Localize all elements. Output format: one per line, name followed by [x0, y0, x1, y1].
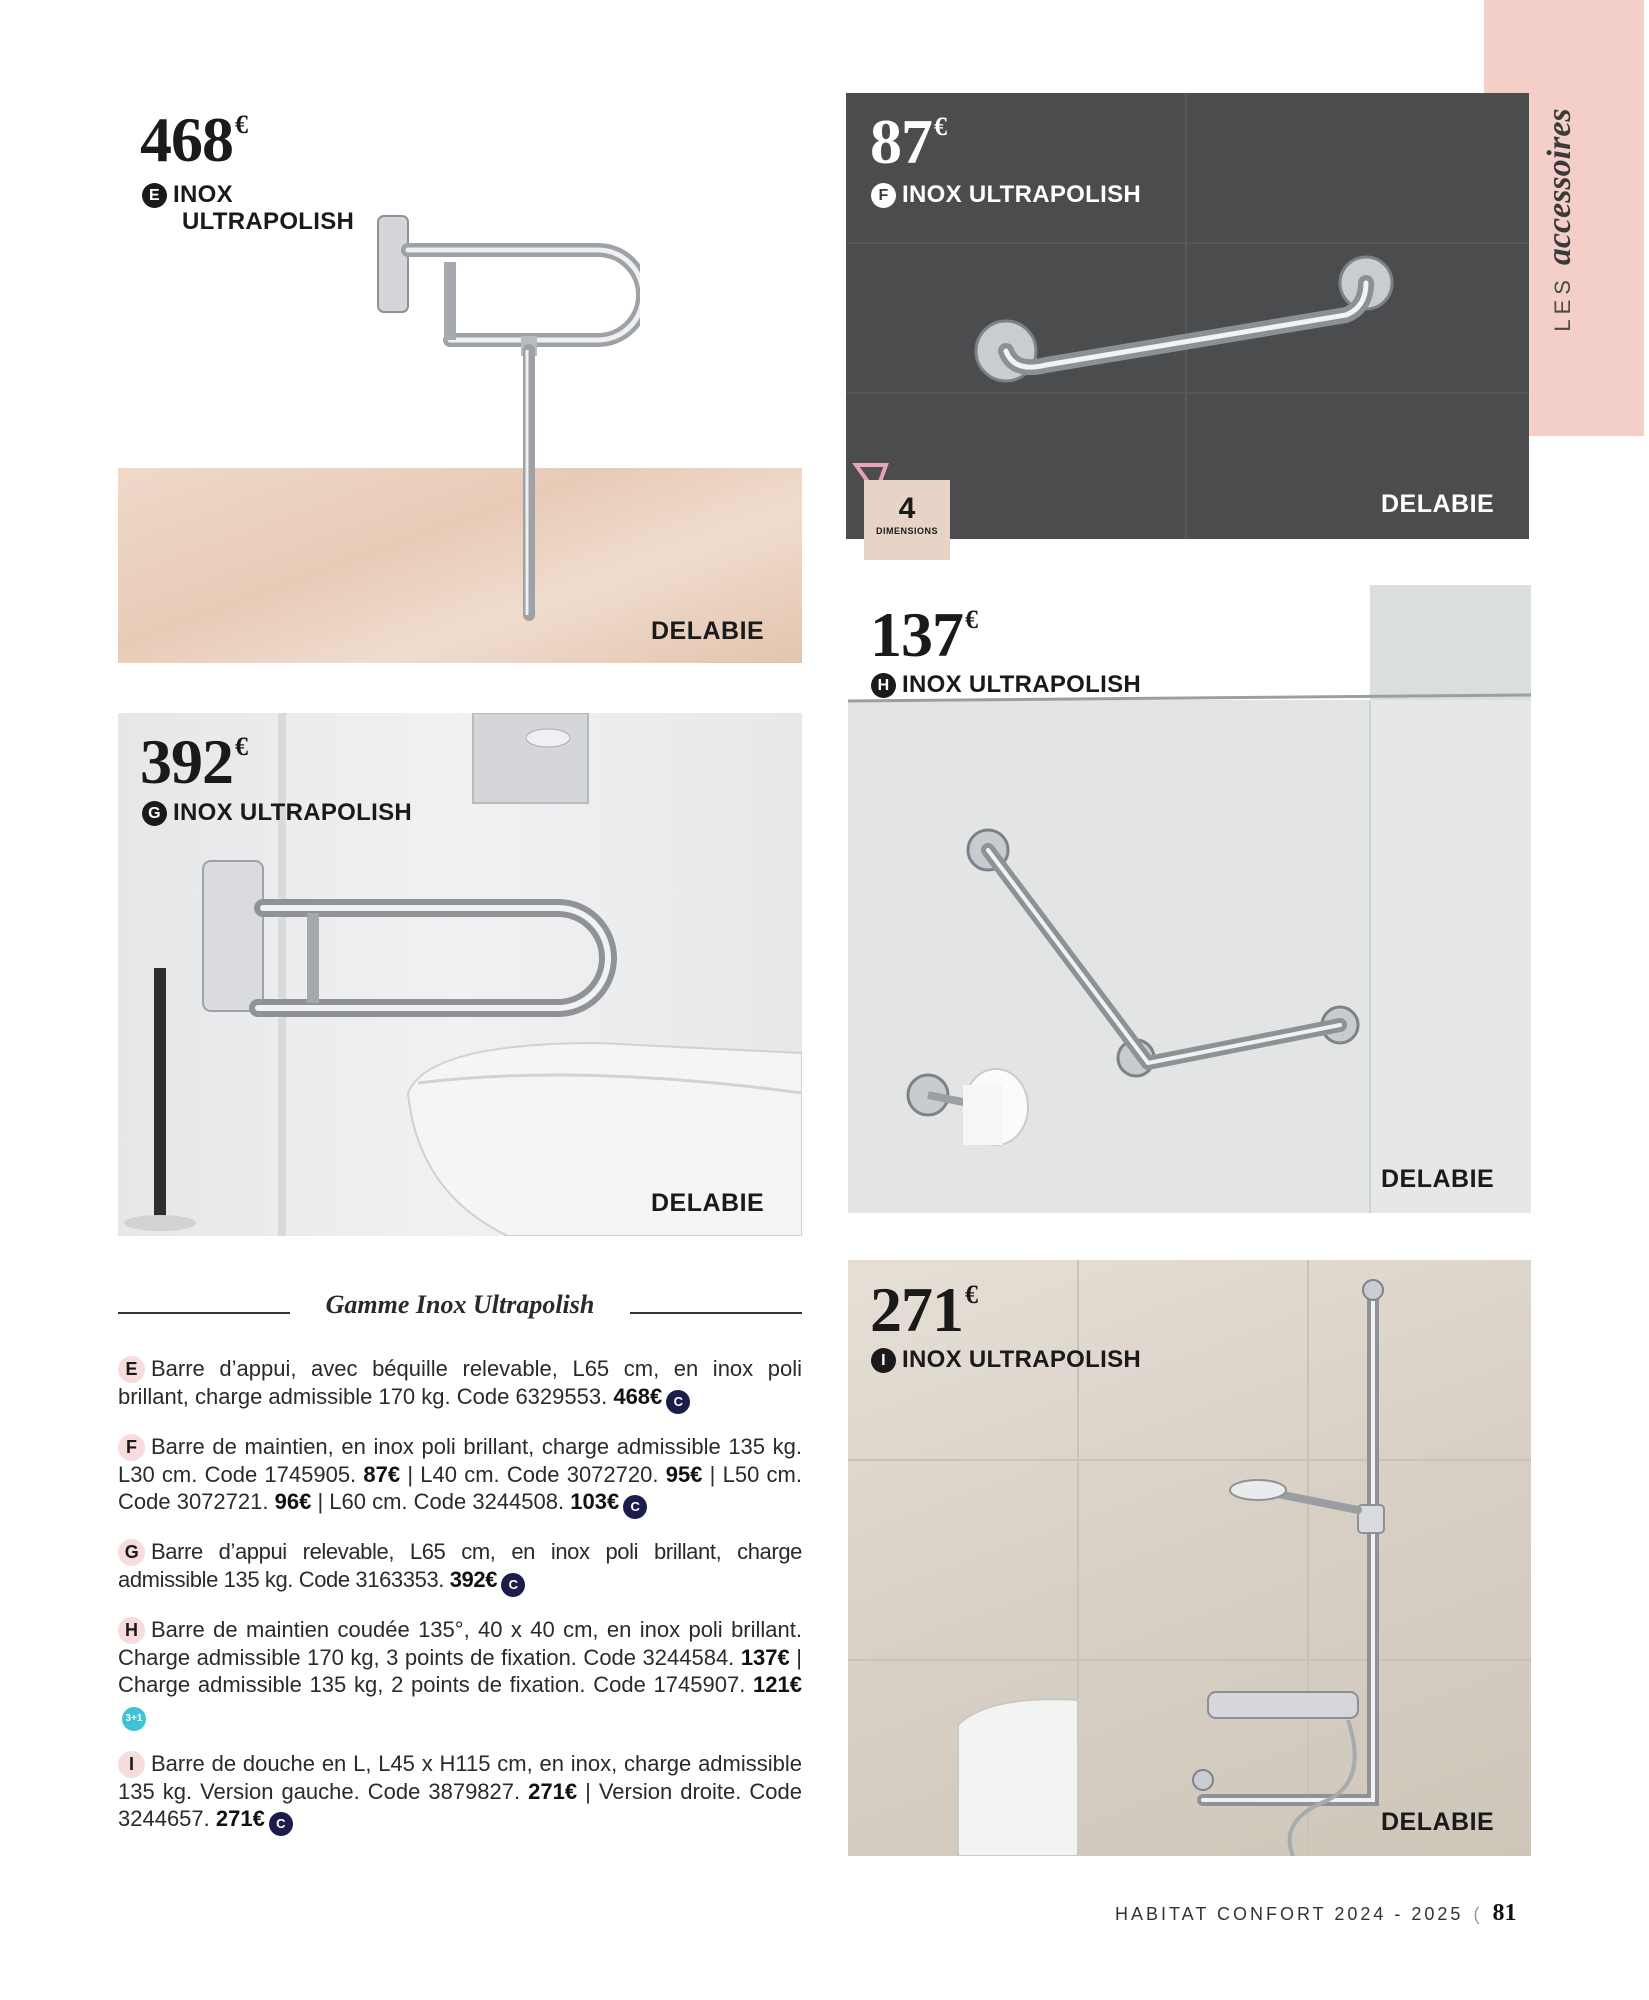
description-h-text2: | Charge admissible 135 kg, 2 points de fixation. Code 1745907.	[118, 1645, 802, 1697]
currency-symbol: €	[965, 1280, 977, 1309]
product-f-price-value: 87	[870, 106, 932, 177]
product-f-label	[871, 181, 1141, 208]
range-title	[118, 1290, 802, 1330]
product-i-price	[870, 1274, 977, 1345]
description-h-price2: 121€	[753, 1672, 802, 1697]
product-e-brand: DELABIE	[651, 617, 765, 645]
product-f-brand: DELABIE	[1381, 490, 1495, 518]
description-i-price1: 271€	[528, 1779, 578, 1804]
description-i-price2: 271€	[215, 1806, 265, 1831]
product-h-price-value: 137	[870, 599, 963, 670]
product-g-price	[140, 726, 247, 797]
product-f-image	[846, 93, 1529, 539]
product-g-price-value: 392	[140, 726, 233, 797]
product-h-label	[871, 671, 1141, 698]
dimensions-label: DIMENSIONS	[875, 526, 938, 536]
description-tag: G	[118, 1539, 145, 1566]
description-i	[118, 1750, 802, 1836]
product-i-label	[871, 1346, 1141, 1373]
product-letter-badge: E	[142, 183, 167, 208]
description-tag: H	[118, 1617, 145, 1644]
product-e-price	[140, 104, 247, 175]
description-e	[118, 1355, 802, 1414]
currency-symbol: €	[934, 112, 946, 141]
page-footer	[1115, 1900, 1516, 1927]
description-f-price4: 103€	[570, 1489, 620, 1514]
product-h-label-text: INOX ULTRAPOLISH	[902, 671, 1142, 698]
code-badge: 3+1	[122, 1707, 146, 1731]
description-g-text: Barre d’appui relevable, L65 cm, en inox poli brillant, charge admissible 135 kg. Code 3163353.	[118, 1539, 802, 1592]
product-g-label	[142, 799, 412, 826]
product-descriptions	[118, 1355, 802, 1855]
code-badge: C	[666, 1390, 690, 1414]
product-e-label	[142, 181, 354, 235]
product-i-brand: DELABIE	[1381, 1808, 1495, 1836]
product-letter-badge: F	[871, 183, 896, 208]
description-f-price2: 95€	[665, 1462, 703, 1487]
product-i-label-text: INOX ULTRAPOLISH	[902, 1346, 1142, 1373]
description-f-price3: 96€	[274, 1489, 312, 1514]
product-g-label-text: INOX ULTRAPOLISH	[173, 799, 413, 826]
product-letter-badge: I	[871, 1348, 896, 1373]
description-f-text3: | L50 cm. Code 3072721.	[118, 1462, 802, 1514]
footer-text: HABITAT CONFORT 2024 - 2025	[1115, 1904, 1464, 1924]
product-i-price-value: 271	[870, 1274, 963, 1345]
product-e-price-value: 468	[140, 104, 233, 175]
product-f-label-text: INOX ULTRAPOLISH	[902, 181, 1142, 208]
side-tab-title	[1541, 108, 1579, 331]
description-h-text1: Barre de maintien coudée 135°, 40 x 40 cm, en inox poli brillant. Charge admissible 170 kg, 3 points de fixation. Code 3244584.	[118, 1617, 802, 1670]
description-tag: F	[118, 1434, 145, 1461]
footer-separator: (	[1473, 1904, 1483, 1924]
currency-symbol: €	[965, 605, 977, 634]
currency-symbol: €	[235, 110, 247, 139]
description-h	[118, 1616, 802, 1731]
currency-symbol: €	[235, 732, 247, 761]
description-f-price1: 87€	[363, 1462, 401, 1487]
product-f-price	[870, 106, 946, 177]
description-g-price: 392€	[449, 1567, 498, 1592]
side-tab-word: accessoires	[1541, 108, 1578, 266]
code-badge: C	[269, 1812, 293, 1836]
description-h-price1: 137€	[740, 1645, 790, 1670]
title-rule-right	[630, 1312, 802, 1314]
description-e-text: Barre d’appui, avec béquille relevable, L65 cm, en inox poli brillant, charge admissible 170 kg. Code 6329553.	[118, 1356, 802, 1409]
description-e-price: 468€	[613, 1384, 663, 1409]
product-letter-badge: G	[142, 801, 167, 826]
description-f-text1: Barre de maintien, en inox poli brillant, charge admissible 135 kg. L30 cm. Code 1745905.	[118, 1434, 802, 1487]
range-title-text: Gamme Inox Ultrapolish	[325, 1290, 595, 1319]
product-e-label-line1: INOX	[173, 181, 233, 208]
code-badge: C	[623, 1495, 647, 1519]
folding-grab-bar-illustration	[370, 210, 640, 630]
description-tag: E	[118, 1356, 145, 1383]
product-letter-badge: H	[871, 673, 896, 698]
dimensions-badge	[864, 480, 950, 560]
product-g-brand: DELABIE	[651, 1189, 765, 1217]
description-g	[118, 1538, 802, 1597]
product-e-label-line2: ULTRAPOLISH	[182, 208, 355, 235]
product-h-brand: DELABIE	[1381, 1165, 1495, 1193]
description-tag: I	[118, 1751, 145, 1778]
description-i-text1: Barre de douche en L, L45 x H115 cm, en inox, charge admissible 135 kg. Version gauche. Code 3879827.	[118, 1751, 802, 1804]
description-f-text2: | L40 cm. Code 3072720.	[407, 1462, 659, 1487]
side-tab-prefix: LES	[1550, 275, 1575, 332]
description-i-text2: | Version droite. Code 3244657.	[118, 1779, 802, 1831]
page-number: 81	[1492, 1900, 1517, 1926]
code-badge: C	[501, 1573, 525, 1597]
description-f-text4: | L60 cm. Code 3244508.	[317, 1489, 565, 1514]
description-f	[118, 1433, 802, 1519]
product-h-price	[870, 599, 977, 670]
dimensions-count: 4	[898, 492, 916, 525]
